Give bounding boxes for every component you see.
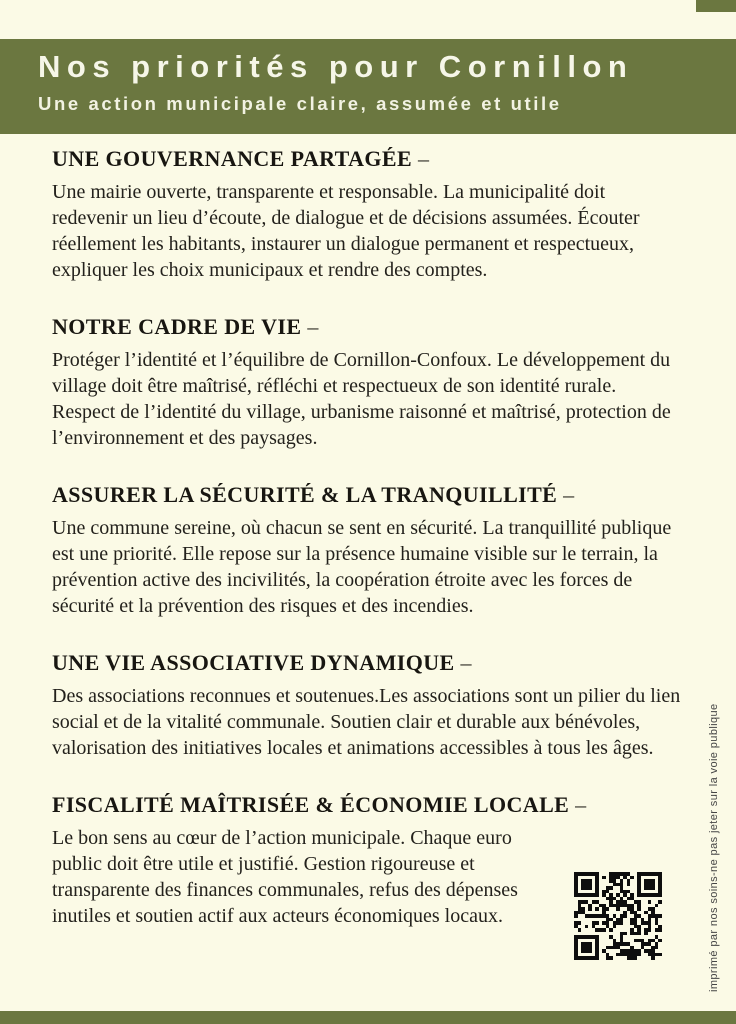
section-heading <box>52 482 684 508</box>
section-heading <box>52 146 684 172</box>
section-heading-text: UNE VIE ASSOCIATIVE DYNAMIQUE <box>52 650 455 675</box>
page-subtitle: Une action municipale claire, assumée et utile <box>38 92 562 114</box>
section-heading <box>52 314 684 340</box>
section-body: Une mairie ouverte, transparente et responsable. La municipalité doit redevenir un lieu d’écoute, de dialogue et de décisions assumées. Écouter réellement les habitants, instaurer un dialogue permanent et respectueux, expliquer les choix municipaux et rendre des comptes. <box>52 181 640 281</box>
print-disclaimer-vertical-text: imprimé par nos soins-ne pas jeter sur la voie publique <box>708 703 720 992</box>
section-vie-associative <box>52 650 684 761</box>
heading-dash: – <box>563 482 575 507</box>
top-right-accent-block <box>696 0 736 12</box>
section-cadre-de-vie <box>52 314 684 451</box>
section-body: Une commune sereine, où chacun se sent en sécurité. La tranquillité publique est une priorité. Elle repose sur la présence humaine visible sur le terrain, la prévention active des incivilités, la coopération étroite avec les forces de sécurité et la prévention des risques et des incendies. <box>52 517 672 617</box>
section-heading-text: ASSURER LA SÉCURITÉ & LA TRANQUILLITÉ <box>52 482 558 507</box>
heading-dash: – <box>417 146 430 171</box>
content-column <box>52 146 684 960</box>
heading-dash: – <box>460 650 472 675</box>
section-heading <box>52 650 684 676</box>
heading-dash: – <box>307 314 319 339</box>
section-heading-text: NOTRE CADRE DE VIE <box>52 314 302 339</box>
section-heading-text: UNE GOUVERNANCE PARTAGÉE <box>52 146 413 171</box>
header-band <box>0 39 736 134</box>
qr-code <box>574 872 662 960</box>
section-body: Protéger l’identité et l’équilibre de Cornillon-Confoux. Le développement du village doit être maîtrisé, réfléchi et respectueux de son identité rurale. Respect de l’identité du village, urbanisme raisonné et maîtrisé, protection de l’environnement et des paysages. <box>52 349 671 449</box>
page-title: Nos priorités pour Cornillon <box>38 49 634 84</box>
section-heading <box>52 792 684 818</box>
section-gouvernance <box>52 146 684 283</box>
section-body: Des associations reconnues et soutenues.Les associations sont un pilier du lien social et de la vitalité communale. Soutien clair et durable aux bénévoles, valorisation des initiatives locales et animations accessibles à tous les âges. <box>52 685 681 759</box>
section-body: Le bon sens au cœur de l’action municipale. Chaque euro public doit être utile et justifié. Gestion rigoureuse et transparente des finances communales, refus des dépenses inutiles et soutien actif aux acteurs économiques locaux. <box>52 827 518 927</box>
section-heading-text: FISCALITÉ MAÎTRISÉE & ÉCONOMIE LOCALE <box>52 792 570 817</box>
bottom-accent-bar <box>0 1011 736 1024</box>
heading-dash: – <box>575 792 587 817</box>
section-securite <box>52 482 684 619</box>
